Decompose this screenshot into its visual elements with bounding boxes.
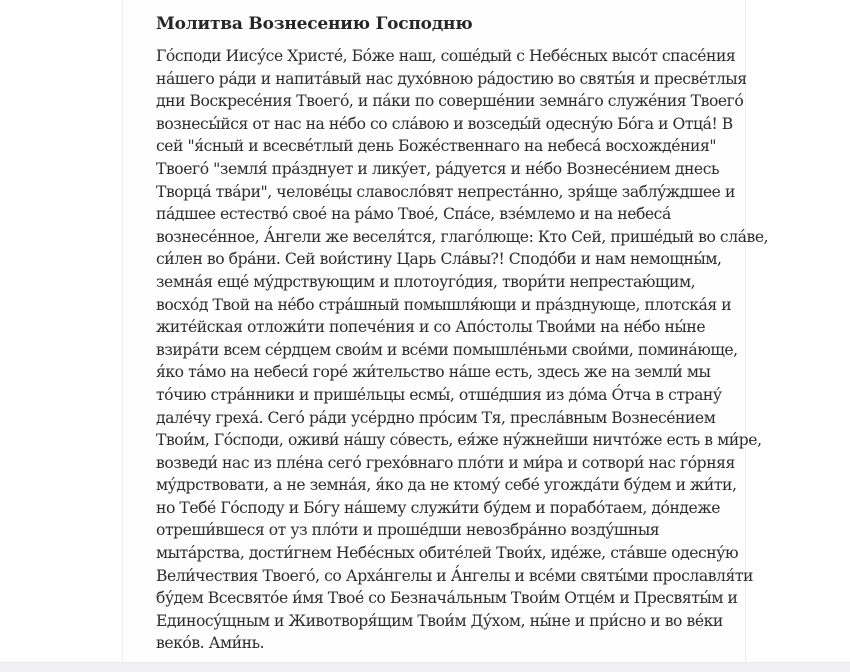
text-line: Твоего́ "земля́ пра́зднует и лику́ет, ра́дуется и не́бо Вознесе́нием днесь	[156, 159, 720, 178]
text-line: жите́йская отложи́ти попече́ния и со Апо́столы Твои́ми на не́бо ны́не	[156, 318, 706, 337]
text-line: Вели́чествия Твоего́, со Арха́нгелы и А́нгелы и все́ми святы́ми прославля́ти	[156, 566, 754, 585]
text-line: возведи́ нас из пле́на сего́ грехо́внаго пло́ти и ми́ра и сотвори́ нас го́рняя	[156, 453, 735, 472]
page-title: Молитва Вознесению Господню	[156, 14, 473, 34]
text-line: па́дшее естество́ свое́ на ра́мо Твое́, Спа́се, взе́млемо и на небеса́	[156, 205, 671, 224]
text-line: Единосу́щным и Животворя́щим Твои́м Ду́хом, ны́не и при́сно и во ве́ки	[156, 611, 723, 630]
text-line: сей "я́сный и всесве́тлый день Боже́ственнаго на небеса́ восхожде́ния"	[156, 137, 717, 156]
text-line: дни Воскресе́ния Твоего́, и па́ки по соверше́нии земна́го служе́ния Твоего́	[156, 92, 744, 111]
bottom-strip	[0, 662, 850, 672]
text-line: мыта́рства, дости́гнем Небе́сных обите́лей Твои́х, иде́же, ста́вше одесну́ю	[156, 544, 739, 563]
text-line: си́лен во бра́ни. Сей вои́стину Царь Сла́вы?! Сподо́би и нам немощны́м,	[156, 250, 722, 269]
text-line: дале́чу греха́. Сего́ ра́ди усе́рдно про́сим Тя, пресла́вным Вознесе́нием	[156, 408, 716, 427]
page-content	[156, 14, 769, 655]
text-line: отреши́вшеся от уз пло́ти и проше́дши невозбра́нно возду́шныя	[156, 521, 660, 540]
prayer-text	[156, 45, 769, 655]
text-line: взира́ти всем се́рдцем свои́м и все́ми помышле́ньми свои́ми, помина́юще,	[156, 340, 738, 359]
text-line: я́ко та́мо на небеси́ горе́ жи́тельство на́ше есть, здесь же на земли́ мы	[156, 363, 711, 382]
text-line: бу́дем Всесвято́е и́мя Твое́ со Безнача́льным Твои́м Отце́м и Пресвяты́м и	[156, 589, 738, 608]
text-line: то́чию стра́нники и прише́льцы есмы́, отше́дшия из до́ма О́тча в страну́	[156, 385, 722, 404]
text-line: му́дрствовати, а не земна́я, я́ко да не ктому́ себе́ угожда́ти бу́дем и жи́ти,	[156, 476, 737, 495]
text-line: но Тебе́ Го́споду и Бо́гу на́шему служи́ти бу́дем и порабо́таем, до́ндеже	[156, 498, 721, 517]
text-line: Творца́ тва́ри", челове́цы славосло́вят непреста́нно, зря́ще заблу́ждшее и	[156, 182, 735, 201]
document-page	[122, 0, 769, 662]
text-line: земна́я еще́ му́дрствующим и плотоуго́дия, твори́ти непрестаю́щим,	[156, 272, 696, 291]
text-line: вознесы́йся от нас на не́бо со сла́вою и возседы́й одесну́ю Бо́га и Отца́! В	[156, 114, 733, 133]
text-line: Твои́м, Го́споди, оживи́ на́шу со́весть, ея́же ну́жнейши ничто́же есть в ми́ре,	[156, 431, 762, 450]
text-line: Го́споди Иису́се Христе́, Бо́же наш, соше́дый с Небе́сных высо́т спасе́ния	[156, 47, 736, 65]
text-line: восхо́д Твой на не́бо стра́шный помышля́ющи и пра́зднующе, плотска́я и	[156, 295, 732, 314]
text-line: вознесе́нное, А́нгели же веселя́тся, глаго́люще: Кто Сей, прише́дый во сла́ве,	[156, 227, 769, 246]
text-line: веко́в. Ами́нь.	[156, 634, 265, 653]
text-line: на́шего ра́ди и напита́вый нас духо́вною ра́достию во святы́я и пресве́тлыя	[156, 69, 747, 88]
